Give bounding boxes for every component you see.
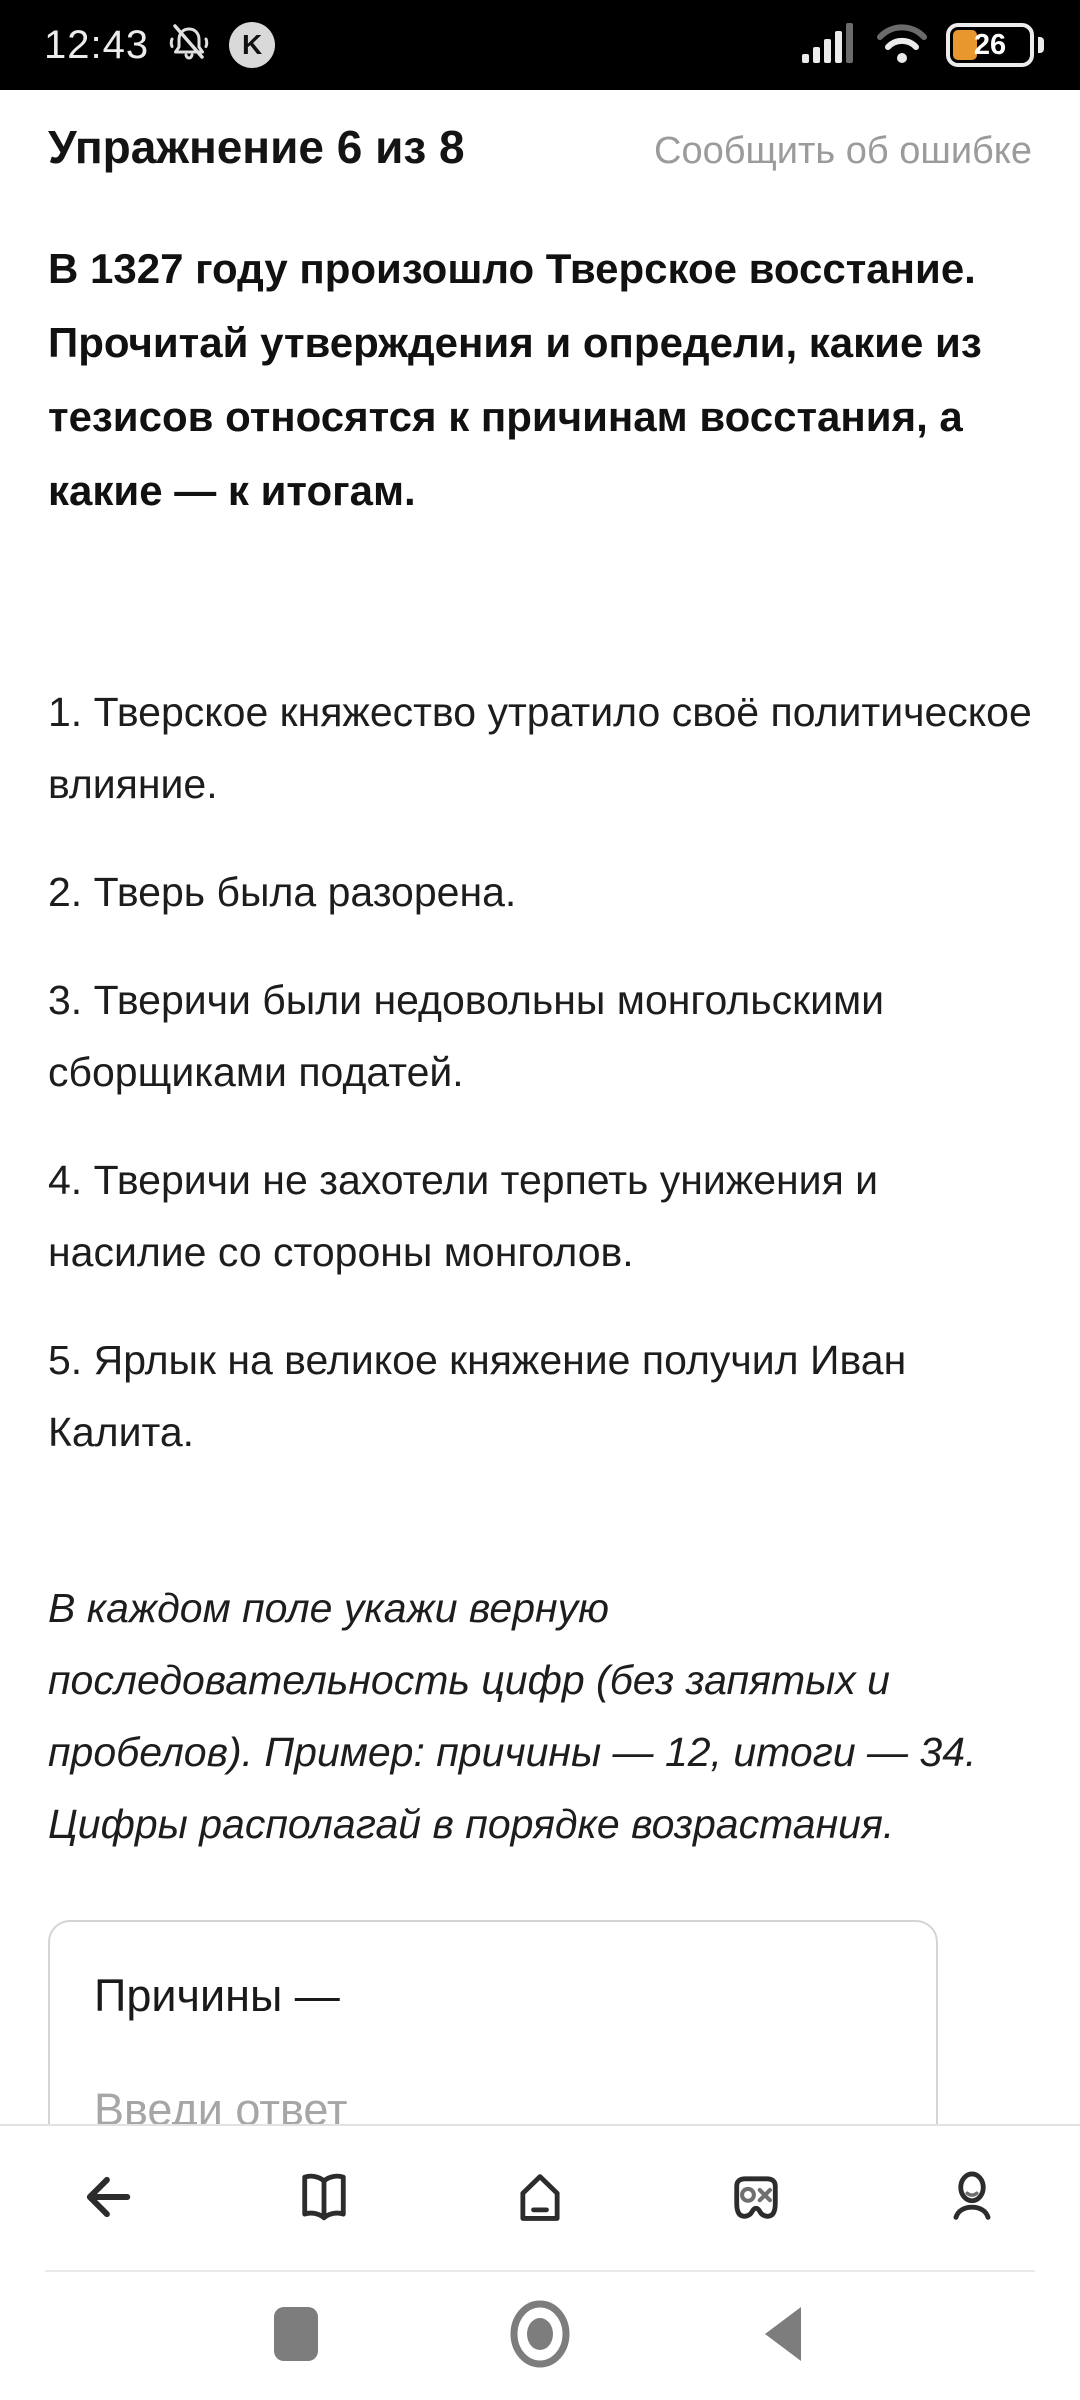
report-error-link[interactable]: Сообщить об ошибке: [654, 130, 1032, 172]
page-title: Упражнение 6 из 8: [48, 121, 465, 173]
recents-button[interactable]: [264, 2300, 328, 2370]
statement-item-1: 1. Тверское княжество утратило своё политическое влияние.: [48, 689, 1032, 807]
person-icon: [942, 2167, 1002, 2230]
profile-nav-button[interactable]: [940, 2166, 1004, 2230]
game-controller-icon: [726, 2167, 786, 2230]
status-bar: [0, 0, 1080, 90]
recents-square-icon: [270, 2303, 322, 2368]
instructions-text: В каждом поле укажи верную последовательность цифр (без запятых и пробелов). Пример: причины — 12, итоги — 34. Цифры располагай в порядке возрастания.: [48, 1585, 977, 1847]
statement-item-2: 2. Тверь была разорена.: [48, 869, 517, 915]
k-app-badge-icon: K: [229, 22, 275, 68]
back-triangle-button[interactable]: [752, 2300, 816, 2370]
back-button[interactable]: [76, 2166, 140, 2230]
bottom-navigation: [0, 2124, 1080, 2270]
battery-icon: [946, 23, 1034, 67]
wifi-icon: [874, 20, 930, 71]
home-icon: [510, 2167, 570, 2230]
home-circle-icon: [509, 2299, 571, 2372]
games-nav-button[interactable]: [724, 2166, 788, 2230]
task-text: В 1327 году произошло Тверское восстание. Прочитай утверждения и определи, какие из тезисов относятся к причинам восстания, а какие — к итогам.: [48, 245, 982, 514]
clock: 12:43: [44, 22, 150, 67]
battery-percent: 26: [973, 28, 1007, 61]
statement-item-5: 5. Ярлык на великое княжение получил Иван Калита.: [48, 1337, 907, 1455]
exercise-header: [48, 120, 1032, 174]
statements-list: [48, 676, 1032, 1468]
android-nav-bar: [0, 2270, 1080, 2400]
home-nav-button[interactable]: [508, 2166, 572, 2230]
textbook-nav-button[interactable]: [292, 2166, 356, 2230]
home-button[interactable]: [508, 2300, 572, 2370]
statement-item-3: 3. Тверичи были недовольны монгольскими сборщиками податей.: [48, 977, 885, 1095]
mute-bell-icon: [165, 19, 213, 72]
battery-nub: [1038, 37, 1044, 53]
causes-label: Причины —: [94, 1970, 340, 2021]
back-arrow-icon: [78, 2167, 138, 2230]
signal-strength-icon: [800, 20, 858, 71]
exercise-content: [0, 120, 1080, 2400]
back-triangle-icon: [759, 2303, 809, 2368]
statement-item-4: 4. Тверичи не захотели терпеть унижения и насилие со стороны монголов.: [48, 1157, 879, 1275]
open-book-icon: [294, 2167, 354, 2230]
